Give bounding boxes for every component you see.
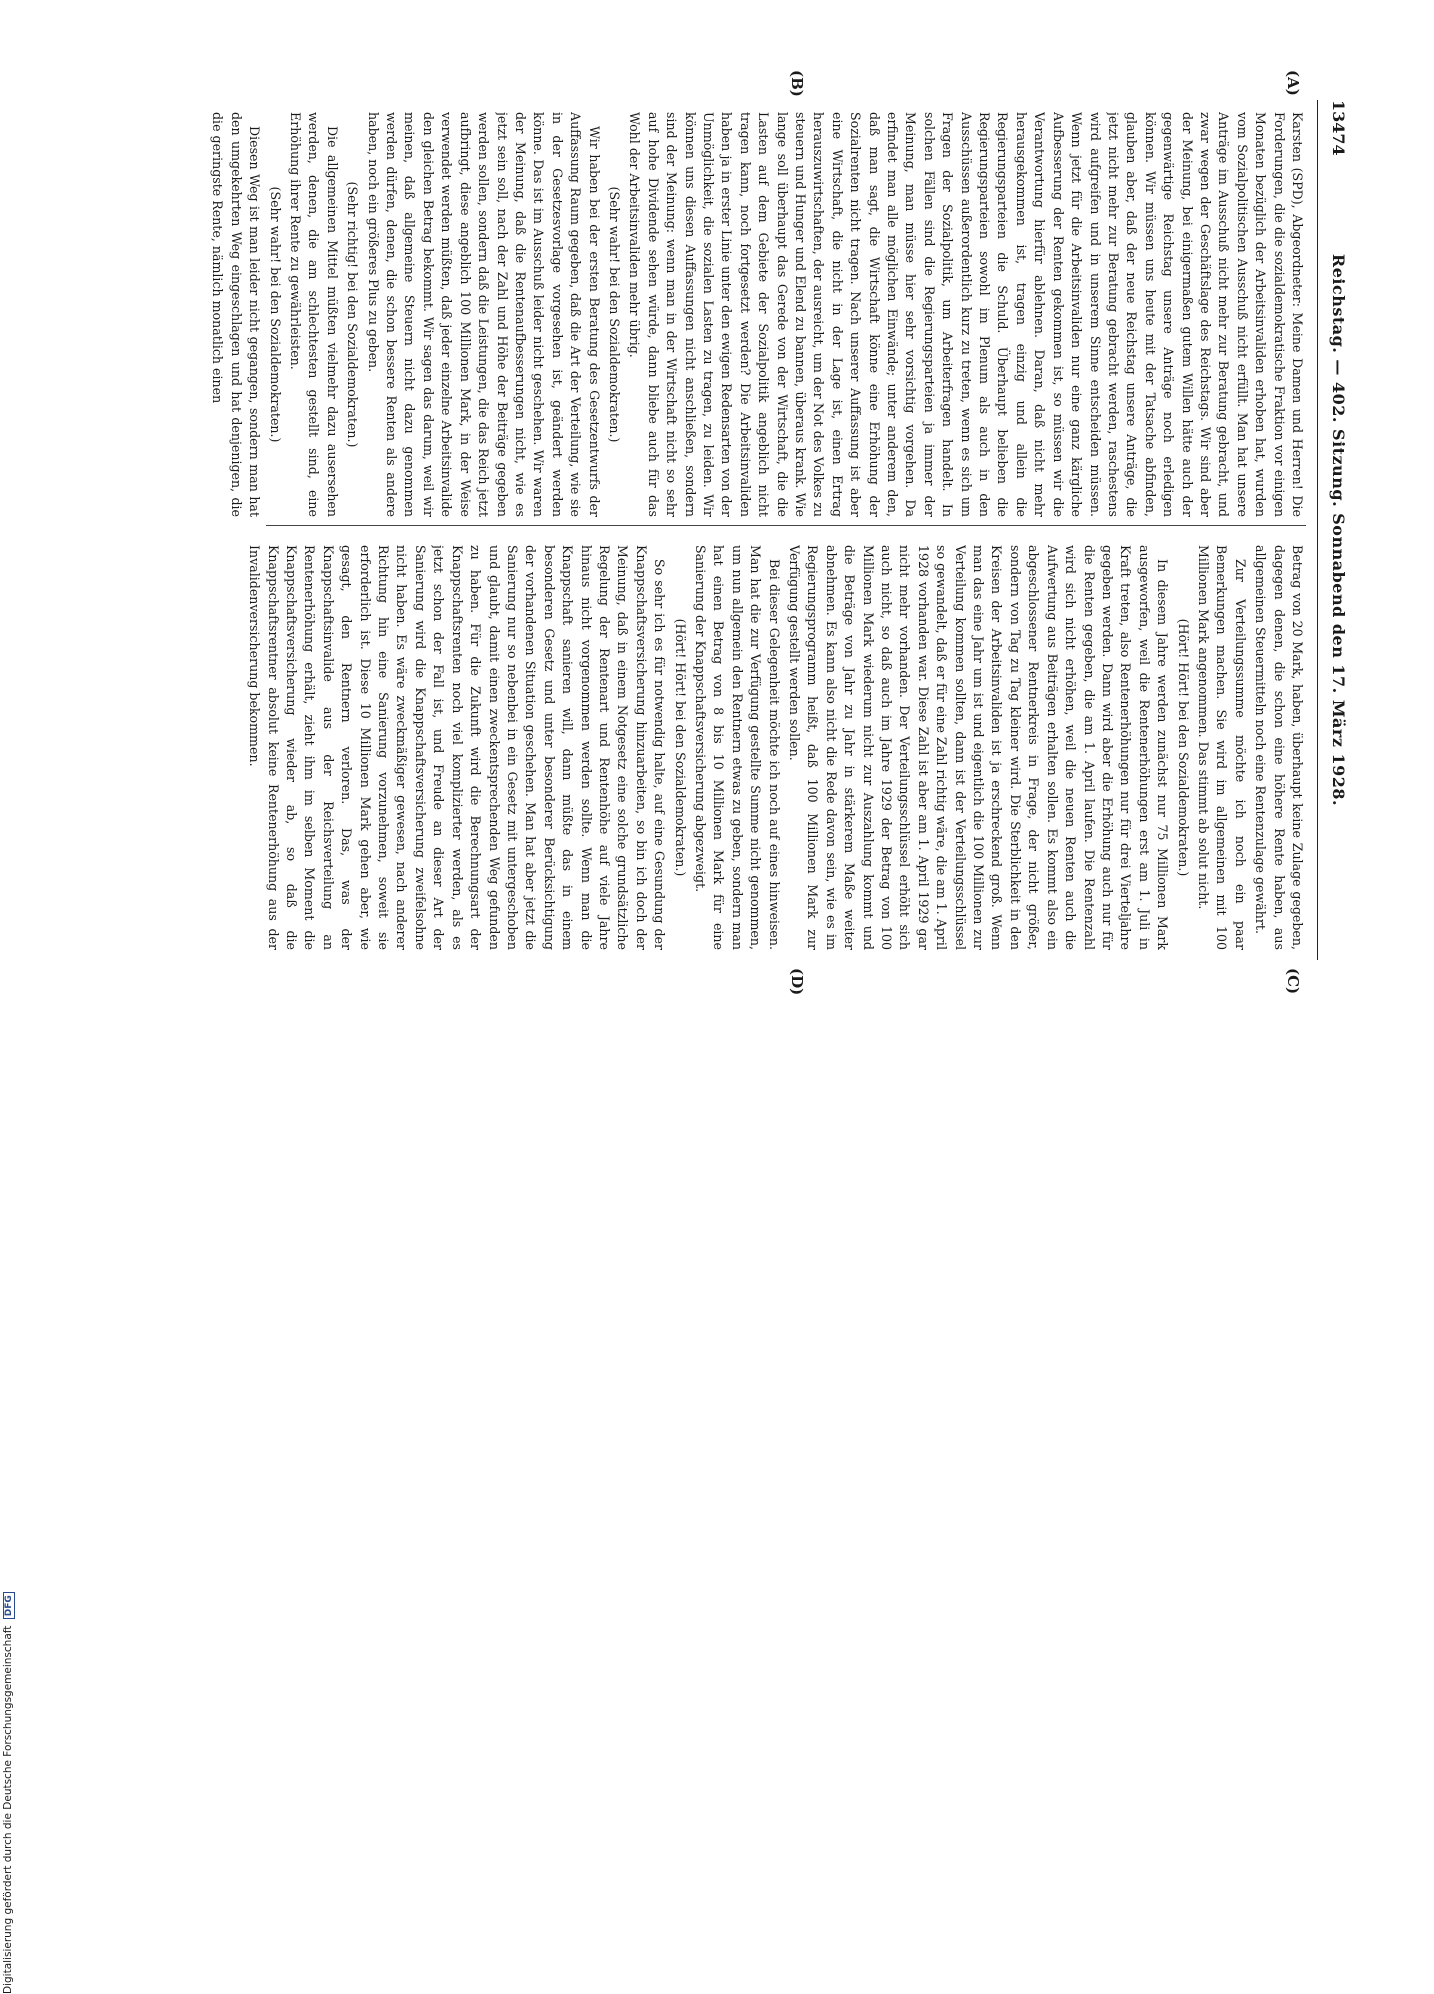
interjection: (Hört! Hört! bei den Sozialdemokraten.) bbox=[1175, 618, 1191, 877]
dfg-logo: DFG bbox=[3, 1592, 15, 1619]
interjection: (Sehr richtig! bei den Sozialdemokraten.) bbox=[345, 181, 361, 448]
column-divider bbox=[266, 525, 1306, 526]
margin-mark-d: (D) bbox=[788, 968, 806, 996]
paragraph: In diesem Jahre werden zunächst nur 75 Millionen Mark ausgeworfen, weil die Rentenerhöhungen erst am 1. Juli in Kraft treten, also Rentenerhöhungen nur für drei Vierteljahre gegeben werden. Dann wird aber die Erhöhung auch nur für die Renten gegeben, die am 1. April laufen. Die Rentenzahl wird sich nicht erhöhen, weil die neuen Renten auch die Aufwertung aus Beiträgen erhalten sollen. Es kommt also ein abgeschlossener Rentnerkreis in Frage, der nicht größer, sondern von Tag zu Tag kleiner wird. Die Sterblichkeit in den Kreisen der Arbeitsinvaliden ist ja erschreckend groß. Wenn man das eine Jahr um ist und eigentlich die 100 Millionen zur Verteilung kommen sollten, dann ist der Verteilungsschlüssel so gewandelt, daß er für eine Zahl richtig wäre, die am 1. April 1928 vorhanden war. Diese Zahl ist aber am 1. April 1929 gar nicht mehr vorhanden. Der Verteilungsschlüssel erhöht sich auch nicht, so daß auch im Jahre 1929 der Betrag von 100 Millionen Mark wiederum nicht zur Auszahlung kommt und die Beträge von Jahr zu Jahr in stärkerem Maße weiter abnehmen. Es kann also nicht die Rede davon sein, wie es im Regierungsprogramm heißt, daß 100 Millionen Mark zur Verfügung gestellt werden sollen. bbox=[787, 545, 1171, 950]
left-column bbox=[96, 112, 1306, 517]
newspaper-page bbox=[94, 70, 1354, 996]
page-header bbox=[1317, 100, 1354, 960]
paragraph: Wir haben bei der ersten Beratung des Gesetzentwurfs der Auffassung Raum gegeben, daß die Art der Verteilung, wie sie in der Gesetzesvorlage vorgesehen ist, geändert werden könne. Das ist im Ausschuß leider nicht geschehen. Wir waren der Meinung, daß die Rentenaufbesserungen nicht, wie es jetzt sein soll, nach der Zahl und Höhe der Beiträge gegeben werden sollen, sondern daß die Leistungen, die das Reich jetzt aufbringt, diese angeblich 100 Millionen Mark, in der Weise verwendet werden müßten, daß jeder einzelne Arbeitsinvalide den gleichen Betrag bekommt. Wir sagen das darum, weil wir meinen, daß allgemeine Steuern nicht dazu genommen werden dürfen, denen, die schon bessere Renten als andere haben, noch ein größeres Plus zu geben. bbox=[365, 112, 602, 517]
digitization-credit bbox=[0, 1000, 20, 1994]
paragraph: So sehr ich es für notwendig halte, auf eine Gesundung der Knappschaftsversicherung hinzuarbeiten, so bin ich doch der Meinung, daß in einem Notgesetz eine solche grundsätzliche Regelung der Rentenart und Rentenhöhe auf viele Jahre hinaus nicht vorgenommen werden sollte. Wenn man die Knappschaft sanieren will, dann müßte das in einem besonderen Gesetz und unter besonderer Berücksichtigung der vorhandenen Situation geschehen. Man hat aber jetzt die Sanierung nur so nebenbei in ein Gesetz mit untergeschoben und glaubt, damit einen zweckentsprechenden Weg gefunden zu haben. Für die Zukunft wird die Berechnungsart der Knappschaftsrenten noch viel komplizierter werden, als es jetzt schon der Fall ist, und Freude an dieser Art der Sanierung wird die Knappschaftsversicherung zweifelsohne nicht haben. Es wäre zweckmäßiger gewesen, nach anderer Richtung hin eine Sanierung vorzunehmen, soweit sie erforderlich ist. Diese 10 Millionen Mark gehen aber, wie gesagt, den Rentnern verloren. Das, was der Knappschaftsinvalide aus der Reichsverteilung an Rentenerhöhung erhält, zieht ihm im selben Moment die Knappschaftsversicherung wieder ab, so daß die Knappschaftsrentner absolut keine Rentenerhöhung aus der Invalidenversicherung bekommen. bbox=[247, 545, 668, 950]
interjection: (Sehr wahr! bei den Sozialdemokraten.) bbox=[606, 186, 622, 443]
margin-mark-c: (C) bbox=[1284, 968, 1302, 995]
margin-mark-b: (B) bbox=[788, 70, 806, 97]
paragraph: Bei dieser Gelegenheit möchte ich noch auf eines hinweisen. Man hat die zur Verfügung gestellte Summe nicht genommen, um nun allgemein den Rentnern etwas zu geben, sondern man hat einen Betrag von 8 bis 10 Millionen Mark für eine Sanierung der Knappschaftsversicherung abgezweigt. bbox=[693, 545, 782, 950]
paragraph: Die allgemeinen Mittel müßten vielmehr dazu ausersehen werden, denen, die am schlechtesten gestellt sind, eine Erhöhung ihrer Rente zu gewährleisten. bbox=[288, 112, 340, 517]
paragraph: Karsten (SPD), Abgeordneter: Meine Damen und Herren! Die Forderungen, die die sozialdemokratische Fraktion vor einigen Monaten bezüglich der Arbeitsinvaliden erhoben hat, wurden vom Sozialpolitischen Ausschuß nicht erfüllt. Man hat unsere Anträge im Ausschuß nicht mehr zur Beratung gebracht, und zwar wegen der Geschäftslage des Reichstags. Wir sind aber der Meinung, bei einigermaßen gutem Willen hätte auch der gegenwärtige Reichstag unsere Anträge noch erledigen können. Wir müssen uns heute mit der Tatsache abfinden, glauben aber, daß der neue Reichstag unsere Anträge, die jetzt nicht mehr zur Beratung gebracht werden, raschestens wird aufgreifen und in unserem Sinne entscheiden müssen. Wenn jetzt für die Arbeitsinvaliden nur eine ganz kärgliche Aufbesserung der Renten gekommen ist, so müssen wir die Verantwortung hierfür ablehnen. Daran, daß nicht mehr herausgekommen ist, tragen einzig und allein die Regierungsparteien die Schuld. Überhaupt belieben die Regierungsparteien sowohl im Plenum als auch in den Ausschüssen außerordentlich kurz zu treten, wenn es sich um Fragen der Sozialpolitik, um Arbeiterfragen handelt. In solchen Fällen sind die Regierungsparteien ja immer der Meinung, man müsse hier sehr vorsichtig vorgehen. Da erfindet man alle möglichen Einwände; unter anderem den, daß man sagt, die Wirtschaft könne eine Erhöhung der Sozialrenten nicht tragen. Nach unserer Auffassung ist aber eine Wirtschaft, die nicht in der Lage ist, einen Ertrag herauszuwirtschaften, der ausreicht, um der Not des Volkes zu steuern und Hunger und Elend zu bannen, überaus krank. Wie lange soll überhaupt das Gerede von der Wirtschaft, die die Lasten auf dem Gebiete der Sozialpolitik angeblich nicht tragen kann, noch fortgesetzt werden? Die Arbeitsinvaliden haben ja in erster Linie unter den ewigen Redensarten von der Unmöglichkeit, die sozialen Lasten zu tragen, zu leiden. Wir können uns diesen Auffassungen nicht anschließen, sondern sind der Meinung: wenn man in der Wirtschaft nicht so sehr auf hohe Dividende sehen würde, dann bliebe auch für das Wohl der Arbeitsinvaliden mehr übrig. bbox=[627, 112, 1305, 517]
credit-text: Digitalisierung gefördert durch die Deutsche Forschungsgemeinschaft bbox=[2, 1625, 14, 1994]
interjection: (Hört! Hört! bei den Sozialdemokraten.) bbox=[672, 618, 688, 877]
paragraph: Zur Verteilungssumme möchte ich noch ein paar Bemerkungen machen. Sie wird im allgemeinen mit 100 Millionen Mark angenommen. Das stimmt ab solut nicht. bbox=[1195, 545, 1248, 950]
page-title: Reichstag. — 402. Sitzung. Sonnabend den 17. März 1928. bbox=[1329, 253, 1348, 807]
page-number: 13474 bbox=[1329, 100, 1348, 156]
right-column bbox=[96, 545, 1306, 950]
interjection: (Sehr wahr! bei den Sozialdemokraten.) bbox=[267, 186, 283, 443]
paragraph: Diesen Weg ist man leider nicht gegangen, sondern man hat den umgekehrten Weg eingeschlagen und hat denjenigen, die die geringste Rente, nämlich monatlich einen bbox=[210, 112, 263, 517]
paragraph: Betrag von 20 Mark, haben, überhaupt keine Zulage gegeben, dagegen denen, die schon eine höhere Rente haben, aus allgemeinen Steuermitteln noch eine Rentenzulage gewährt. bbox=[1253, 545, 1305, 950]
margin-mark-a: (A) bbox=[1284, 70, 1302, 96]
